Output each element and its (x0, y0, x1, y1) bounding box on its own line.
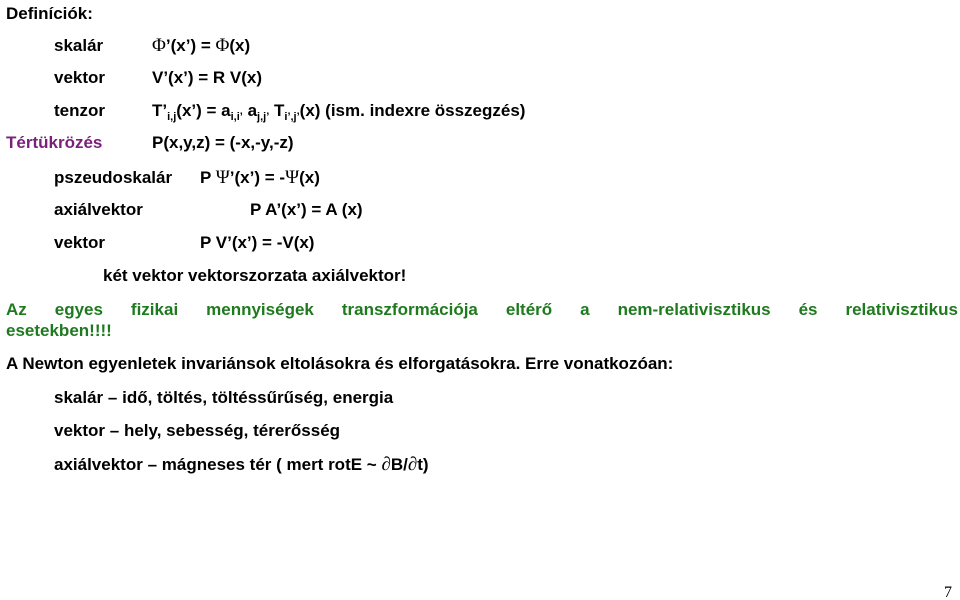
definition-label-tensor: tenzor (54, 101, 105, 120)
word: relativisztikus (845, 300, 958, 319)
reflection-formula: P(x,y,z) = (-x,-y,-z) (152, 133, 294, 152)
definition-label-scalar: skalár (54, 36, 104, 55)
phi-symbol: Φ (215, 35, 230, 56)
word: transzformációja (341, 300, 478, 319)
partial-symbol: ∂ (381, 454, 391, 475)
example-axialvector (54, 455, 429, 475)
definition-formula-tensor (152, 101, 525, 121)
definition-formula-scalar (152, 36, 250, 56)
green-sentence-line2: esetekben!!!! (6, 321, 112, 340)
formula-text: ’(x’) = - (229, 168, 286, 187)
subscript: i’,j’ (284, 111, 300, 123)
phi-symbol: Φ (152, 35, 166, 56)
example-dash: – (107, 388, 118, 407)
formula-text: (x) (229, 36, 251, 55)
parity-formula-axialvector: P A’(x’) = A (x) (250, 200, 363, 219)
partial-symbol: ∂ (407, 454, 418, 475)
example-head: axiálvektor (54, 455, 143, 474)
word: és (798, 300, 818, 319)
parity-formula-vector: P V’(x’) = -V(x) (200, 233, 315, 252)
word: Az (6, 300, 27, 319)
word: fizikai (130, 300, 179, 319)
parity-label-pseudoscalar: pszeudoskalár (54, 168, 173, 187)
subscript: i,i’ (230, 111, 243, 123)
psi-symbol: Ψ (285, 167, 300, 188)
example-dash: – (147, 455, 158, 474)
formula-text: P (200, 168, 216, 187)
example-body: hely, sebesség, térerősség (123, 421, 341, 440)
page-heading: Definíciók: (6, 4, 93, 23)
word: nem-relativisztikus (617, 300, 771, 319)
example-dash: – (109, 421, 120, 440)
example-vector (54, 421, 340, 441)
example-body: idő, töltés, töltéssűrűség, energia (122, 388, 394, 407)
page-number: 7 (944, 584, 952, 600)
word: egyes (54, 300, 103, 319)
formula-part: T (269, 101, 285, 120)
formula-text: ’(x’) = (165, 36, 216, 55)
word: a (580, 300, 590, 319)
word: mennyiségek (206, 300, 314, 319)
word: eltérő (505, 300, 553, 319)
formula-text: (x) (299, 168, 320, 187)
example-head: vektor (54, 421, 106, 440)
subscript: j,j’ (257, 111, 270, 123)
parity-label-axialvector: axiálvektor (54, 200, 143, 219)
definition-formula-vector: V’(x’) = R V(x) (152, 68, 263, 87)
cross-product-note: két vektor vektorszorzata axiálvektor! (103, 266, 407, 285)
formula-part: T’ (152, 101, 168, 120)
definition-label-vector: vektor (54, 68, 106, 87)
example-scalar (54, 388, 393, 408)
reflection-label: Tértükrözés (6, 133, 103, 152)
formula-part: (x’) = a (176, 101, 231, 120)
formula-part: (x) (ism. indexre összegzés) (299, 101, 526, 120)
example-head: skalár (54, 388, 104, 407)
newton-statement: A Newton egyenletek invariánsok eltolásokra és elforgatásokra. Erre vonatkozóan: (6, 354, 674, 373)
parity-formula-pseudoscalar (200, 168, 320, 188)
parity-label-vector: vektor (54, 233, 106, 252)
formula-part: a (242, 101, 258, 120)
subscript: i,j (167, 111, 177, 123)
psi-symbol: Ψ (215, 167, 230, 188)
example-body: mágneses tér ( mert rotE ~ ∂B/∂t) (161, 454, 429, 475)
green-sentence-line1 (6, 300, 958, 320)
